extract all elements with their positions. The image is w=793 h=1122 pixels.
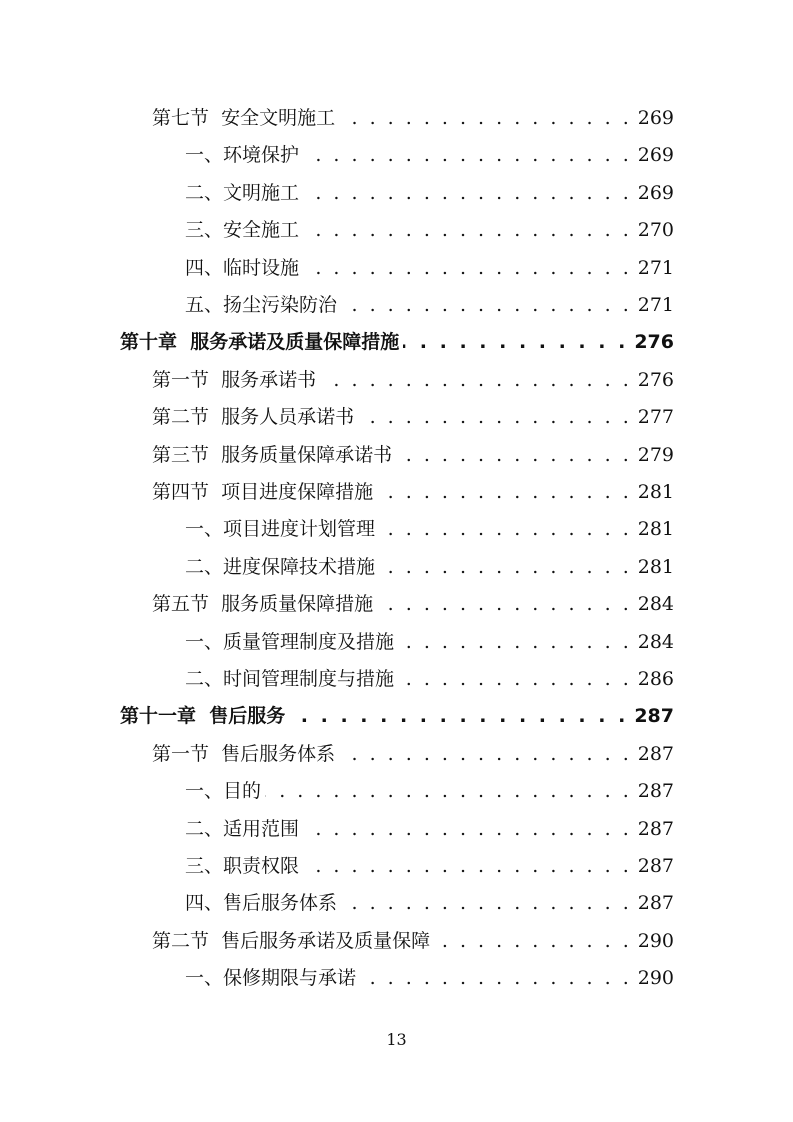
toc-entry[interactable] — [152, 924, 674, 958]
toc-entry-title: 第七节 安全文明施工 — [152, 107, 336, 129]
dot-leader — [303, 251, 632, 285]
toc-entry[interactable] — [152, 438, 674, 472]
toc-entry[interactable] — [152, 737, 674, 771]
toc-entry[interactable] — [152, 587, 674, 621]
toc-entry-page: 276 — [637, 368, 674, 391]
toc-entry-page: 287 — [637, 742, 674, 765]
dot-leader — [377, 587, 632, 621]
toc-entry[interactable] — [120, 325, 674, 359]
toc-entry-title: 四、售后服务体系 — [185, 892, 338, 915]
dot-leader — [379, 512, 632, 546]
toc-entry[interactable] — [185, 550, 674, 584]
toc-entry[interactable] — [152, 475, 674, 509]
toc-entry-title: 三、安全施工 — [185, 219, 300, 242]
dot-leader — [303, 213, 632, 247]
toc-entry-page: 281 — [637, 555, 674, 578]
toc-entry[interactable] — [152, 363, 674, 397]
toc-entry[interactable] — [185, 812, 674, 846]
toc-entry-title: 第一节 服务承诺书 — [152, 368, 317, 391]
toc-entry-page: 281 — [637, 481, 674, 503]
toc-entry[interactable] — [185, 662, 674, 696]
toc-entry-page: 276 — [634, 331, 674, 354]
toc-entry-title: 一、保修期限与承诺 — [185, 967, 357, 990]
toc-entry[interactable] — [185, 512, 674, 546]
toc-entry-title: 一、质量管理制度及措施 — [185, 630, 395, 653]
toc-entry-title: 第一节 售后服务体系 — [152, 742, 336, 765]
toc-entry[interactable] — [185, 886, 674, 920]
toc-entry[interactable] — [185, 774, 674, 808]
toc-entry-page: 287 — [634, 705, 674, 728]
dot-leader — [339, 737, 632, 771]
dot-leader — [396, 438, 632, 472]
dot-leader — [398, 625, 632, 659]
toc-entry-page: 270 — [637, 219, 674, 242]
toc-entry-page: 287 — [637, 780, 674, 803]
toc-entry-page: 269 — [637, 181, 674, 204]
dot-leader — [303, 176, 632, 210]
toc-entry-page: 269 — [637, 107, 674, 129]
toc-entry-title: 第二节 服务人员承诺书 — [152, 406, 355, 429]
page-number: 13 — [386, 1030, 407, 1049]
toc-entry[interactable] — [185, 213, 674, 247]
dot-leader — [341, 288, 632, 322]
toc-entry-title: 一、目的 — [185, 780, 262, 803]
toc-entry-page: 284 — [637, 630, 674, 653]
toc-entry-page: 290 — [637, 967, 674, 990]
dot-leader — [398, 662, 632, 696]
dot-leader — [377, 475, 632, 509]
dot-leader — [289, 699, 628, 733]
toc-entry-page: 287 — [637, 892, 674, 915]
dot-leader — [265, 774, 632, 808]
toc-entry[interactable] — [185, 849, 674, 883]
toc-entry-page: 287 — [637, 855, 674, 877]
toc-entry-page: 279 — [637, 443, 674, 466]
dot-leader — [360, 961, 632, 995]
dot-leader — [339, 101, 632, 135]
toc-entry-page: 271 — [637, 256, 674, 279]
toc-entry-page: 277 — [637, 406, 674, 429]
toc-entry-title: 第十章 服务承诺及质量保障措施 — [120, 331, 400, 354]
toc-entry-title: 一、环境保护 — [185, 144, 300, 167]
dot-leader — [434, 924, 632, 958]
toc-entry-page: 290 — [637, 929, 674, 952]
toc-entry[interactable] — [185, 251, 674, 285]
toc-entry[interactable] — [185, 625, 674, 659]
toc-entry-page: 286 — [637, 668, 674, 690]
toc-entry-title: 二、时间管理制度与措施 — [185, 668, 395, 690]
toc-entry-title: 第四节 项目进度保障措施 — [152, 481, 374, 503]
toc-entry-title: 第二节 售后服务承诺及质量保障 — [152, 929, 431, 952]
toc-entry-title: 三、职责权限 — [185, 855, 300, 877]
toc-entry[interactable] — [185, 176, 674, 210]
toc-entry[interactable] — [152, 101, 674, 135]
toc-entry-page: 284 — [637, 593, 674, 616]
toc-entry-page: 271 — [637, 294, 674, 316]
toc-entry-page: 287 — [637, 817, 674, 840]
toc-entry-title: 第五节 服务质量保障措施 — [152, 593, 374, 616]
dot-leader — [341, 886, 632, 920]
toc-entry[interactable] — [185, 961, 674, 995]
toc-entry-title: 四、临时设施 — [185, 256, 300, 279]
dot-leader — [320, 363, 632, 397]
toc-entry-title: 二、文明施工 — [185, 181, 300, 204]
toc-entry[interactable] — [185, 138, 674, 172]
dot-leader — [303, 812, 632, 846]
toc-entry-title: 二、进度保障技术措施 — [185, 555, 376, 578]
dot-leader — [303, 138, 632, 172]
dot-leader — [403, 325, 628, 359]
toc-entry-title: 一、项目进度计划管理 — [185, 518, 376, 541]
dot-leader — [379, 550, 632, 584]
toc-entry[interactable] — [185, 288, 674, 322]
toc-entry-title: 第三节 服务质量保障承诺书 — [152, 443, 393, 466]
toc-entry-title: 二、适用范围 — [185, 817, 300, 840]
toc-entry[interactable] — [152, 400, 674, 434]
toc-entry-page: 281 — [637, 518, 674, 541]
toc-entry-title: 五、扬尘污染防治 — [185, 294, 338, 316]
toc-entry-title: 第十一章 售后服务 — [120, 705, 286, 728]
toc-entry-page: 269 — [637, 144, 674, 167]
dot-leader — [303, 849, 632, 883]
toc-entry[interactable] — [120, 699, 674, 733]
dot-leader — [358, 400, 632, 434]
